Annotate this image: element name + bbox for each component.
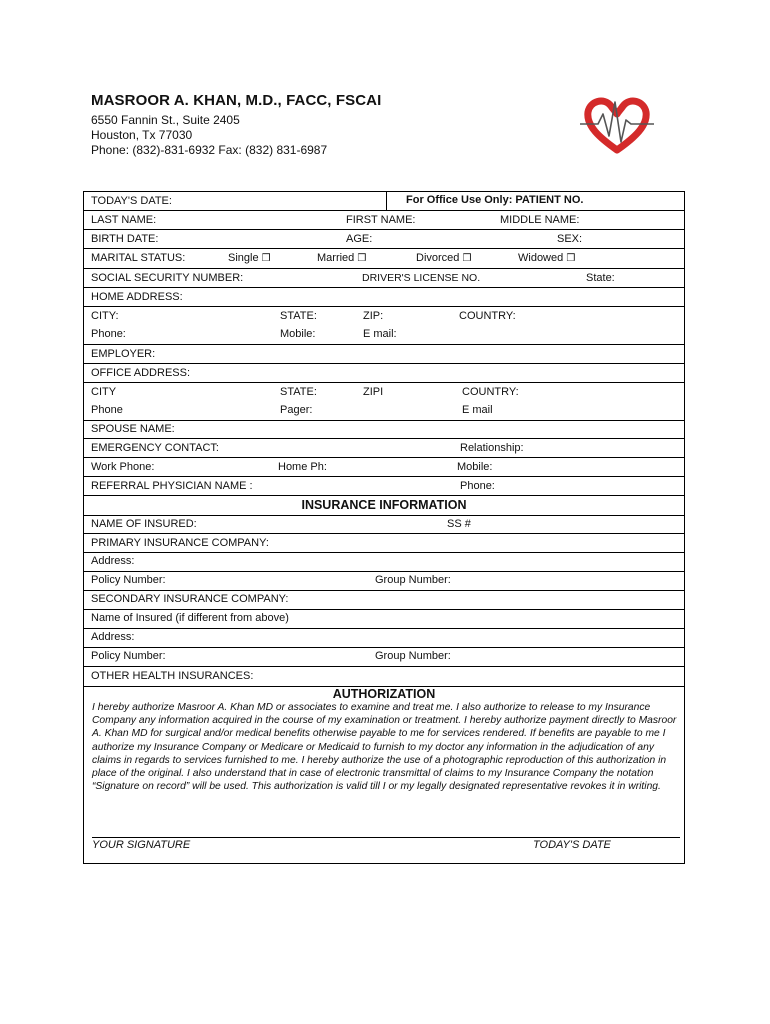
office-use-box (386, 192, 686, 210)
phone-label: Phone: (91, 328, 126, 340)
single-checkbox-icon[interactable]: ❒ (261, 253, 271, 264)
single-label: Single (228, 252, 259, 264)
row-secondary-policy (84, 648, 684, 667)
single-option[interactable] (228, 252, 271, 264)
birth-date-label: BIRTH DATE: (91, 233, 159, 245)
row-home-address (84, 288, 684, 307)
state-label: STATE: (280, 310, 317, 322)
row-insured-diff (84, 610, 684, 629)
row-office-phone (84, 402, 684, 421)
city-label: CITY: (91, 310, 119, 322)
married-option[interactable] (317, 252, 366, 264)
mobile-label: Mobile: (280, 328, 316, 340)
office-city-label: CITY (91, 386, 117, 398)
other-insurance-label: OTHER HEALTH INSURANCES: (91, 670, 254, 682)
ssn-label: SOCIAL SECURITY NUMBER: (91, 272, 244, 284)
sex-label: SEX: (557, 233, 583, 245)
insurance-section-header (84, 496, 684, 516)
relationship-label: Relationship: (460, 442, 524, 454)
row-name (84, 211, 684, 230)
first-name-label: FIRST NAME: (346, 214, 416, 226)
last-name-label: LAST NAME: (91, 214, 157, 226)
work-phone-label: Work Phone: (91, 461, 155, 473)
row-marital (84, 249, 684, 269)
insurance-title: INSURANCE INFORMATION (301, 498, 467, 512)
row-todays-date (84, 192, 684, 211)
middle-name-label: MIDDLE NAME: (500, 214, 580, 226)
row-office-city (84, 383, 684, 402)
office-country-label: COUNTRY: (462, 386, 519, 398)
signature-line (92, 837, 680, 838)
row-other-insurance (84, 667, 684, 687)
married-label: Married (317, 252, 355, 264)
row-employer (84, 345, 684, 364)
zip-label: ZIP: (363, 310, 384, 322)
primary-group-label: Group Number: (375, 574, 451, 586)
employer-label: EMPLOYER: (91, 348, 156, 360)
insured-diff-label: Name of Insured (if different from above) (91, 612, 289, 624)
widowed-label: Widowed (518, 252, 564, 264)
primary-address-label: Address: (91, 555, 135, 567)
signature-date-label: TODAY'S DATE (533, 839, 611, 851)
office-state-label: STATE: (280, 386, 317, 398)
referral-physician-label: REFERRAL PHYSICIAN NAME : (91, 480, 253, 492)
heart-ecg-logo-icon (578, 92, 656, 156)
drivers-license-label: DRIVER'S LICENSE NO. (362, 272, 481, 284)
dl-state-label: State: (586, 272, 615, 284)
primary-policy-label: Policy Number: (91, 574, 166, 586)
age-label: AGE: (346, 233, 373, 245)
pager-label: Pager: (280, 404, 313, 416)
mobile-2-label: Mobile: (457, 461, 493, 473)
address-line-1: 6550 Fannin St., Suite 2405 (91, 113, 240, 127)
patient-registration-form (83, 191, 685, 864)
phone-fax: Phone: (832)-831-6932 Fax: (832) 831-6987 (91, 143, 328, 157)
secondary-address-label: Address: (91, 631, 135, 643)
authorization-title: AUTHORIZATION (332, 687, 436, 701)
office-zip-label: ZIPI (363, 386, 384, 398)
row-name-insured (84, 516, 684, 534)
divorced-option[interactable] (416, 252, 471, 264)
row-referral (84, 477, 684, 496)
emergency-contact-label: EMERGENCY CONTACT: (91, 442, 219, 454)
row-emergency (84, 439, 684, 458)
todays-date-label: TODAY'S DATE: (91, 195, 172, 207)
office-email-label: E mail (462, 404, 493, 416)
ss-label: SS # (447, 518, 471, 530)
row-ssn (84, 269, 684, 288)
divorced-checkbox-icon[interactable]: ❒ (462, 253, 472, 264)
row-birth (84, 230, 684, 249)
row-office-address (84, 364, 684, 383)
row-primary-address (84, 553, 684, 572)
row-secondary-address (84, 629, 684, 648)
married-checkbox-icon[interactable]: ❒ (357, 253, 367, 264)
referral-phone-label: Phone: (460, 480, 495, 492)
row-work-phone (84, 458, 684, 477)
address-line-2: Houston, Tx 77030 (91, 128, 193, 142)
secondary-company-label: SECONDARY INSURANCE COMPANY: (91, 593, 289, 605)
letterhead (91, 92, 381, 158)
email-label: E mail: (363, 328, 397, 340)
secondary-policy-label: Policy Number: (91, 650, 166, 662)
home-ph-label: Home Ph: (278, 461, 327, 473)
your-signature-label: YOUR SIGNATURE (92, 839, 191, 851)
row-spouse (84, 421, 684, 439)
spouse-name-label: SPOUSE NAME: (91, 423, 175, 435)
widowed-option[interactable] (518, 252, 575, 264)
marital-status-label: MARITAL STATUS: (91, 252, 186, 264)
row-primary-company (84, 534, 684, 553)
office-phone-label: Phone (91, 404, 123, 416)
row-primary-policy (84, 572, 684, 591)
primary-company-label: PRIMARY INSURANCE COMPANY: (91, 537, 269, 549)
row-city (84, 307, 684, 326)
widowed-checkbox-icon[interactable]: ❒ (566, 253, 576, 264)
secondary-group-label: Group Number: (375, 650, 451, 662)
divorced-label: Divorced (416, 252, 460, 264)
row-secondary-company (84, 591, 684, 610)
authorization-text: I hereby authorize Masroor A. Khan MD or associates to examine and treat me. I also authorize to release to my Insurance Company any information acquired in the course of my examination or treatment. I hereby authorize payment directly to Masroor A. Khan MD for surgical and/or medical benefits otherwise payable to me for services rendered. If benefits are payable to me I authorize my Insurance Company or Medicare or Medicaid to furnish to my doctor any information in the adjudication of any claims in regards to services furnished to me. I hereby authorize the use of a photographic reproduction of this authorization in place of the original. I also understand that in case of electronic transmittal of claims to my Insurance Company the notation “Signature on record” will be used. This authorization is valid till I or my legally designated representative revokes it in writing. (92, 702, 677, 793)
office-use-label: For Office Use Only: PATIENT NO. (406, 194, 584, 206)
name-insured-label: NAME OF INSURED: (91, 518, 197, 530)
office-address-label: OFFICE ADDRESS: (91, 367, 191, 379)
home-address-label: HOME ADDRESS: (91, 291, 183, 303)
row-phone (84, 326, 684, 345)
country-label: COUNTRY: (459, 310, 516, 322)
doctor-name: MASROOR A. KHAN, M.D., FACC, FSCAI (91, 92, 382, 109)
